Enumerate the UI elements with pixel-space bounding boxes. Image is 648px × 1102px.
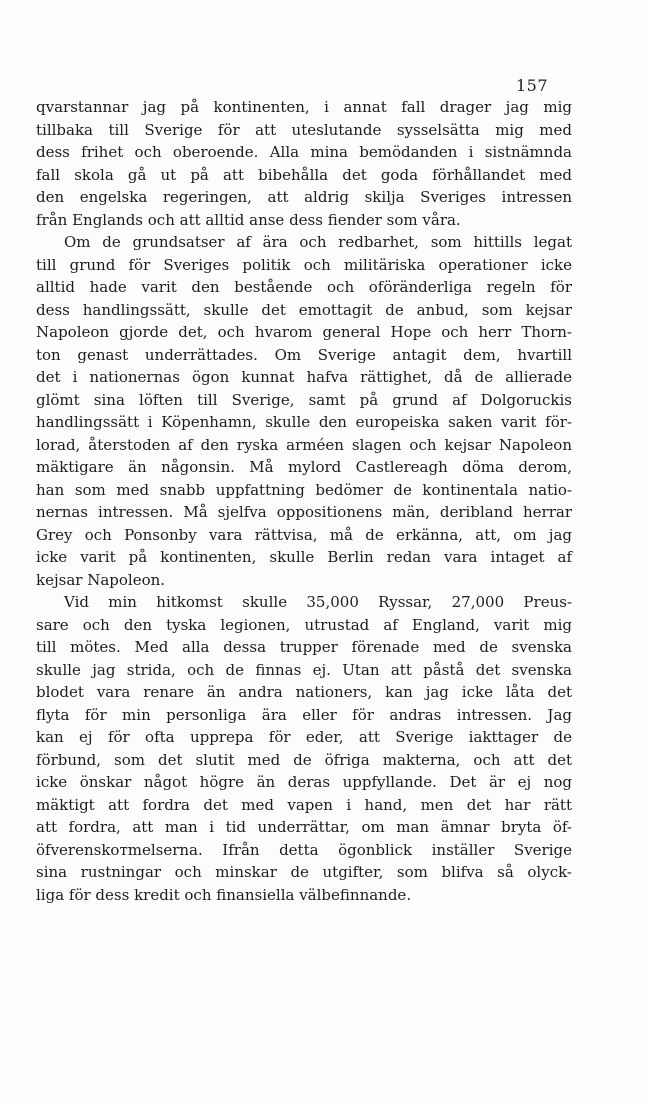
text-line: förbund, som det slutit med de öfriga makterna, och att det [36,750,572,769]
text-line: mäktigare än någonsin. Må mylord Castlereagh döma derom, [36,458,572,476]
paragraph-1 [36,96,572,231]
text-line: från Englands och att alltid anse dess fiender som våra. [36,210,461,229]
page-number: 157 [515,76,548,95]
text-line: lorad, återstoden af den ryska arméen slagen och kejsar Napoleon [36,435,572,454]
text-line: tillbaka till Sverige för att uteslutande sysselsätta mig med [36,120,572,139]
text-line: till mötes. Med alla dessa trupper förenade med de svenska [36,638,572,656]
text-line: blodet vara renare än andra nationers, kan jag icke låta det [36,683,572,701]
text-line: liga för dess kredit och finansiella välbefinnande. [36,885,412,904]
text-line: dess frihet och oberoende. Alla mina bemödanden i sistnämnda [36,143,572,161]
text-line: nernas intressen. Må sjelfva oppositionens män, deribland herrar [36,503,572,521]
text-line: den engelska regeringen, att aldrig skilja Sveriges intressen [36,188,572,206]
text-line: att fordra, att man i tid underrättar, om man ämnar bryta öf- [36,818,572,836]
body-text [36,96,572,906]
text-line: han som med snabb uppfattning bedömer de kontinentala natio- [36,480,572,499]
text-line: glömt sina löften till Sverige, samt på grund af Dolgoruckis [36,390,572,409]
text-line: till grund för Sveriges politik och militäriska operationer icke [36,255,572,274]
text-line: Vid min hitkomst skulle 35,000 Ryssar, 27,000 Preus- [64,593,572,611]
text-line: mäktigt att fordra det med vapen i hand, men det har rätt [36,795,572,814]
text-line: fall skola gå ut på att bibehålla det goda förhållandet med [36,165,572,184]
text-line: kejsar Napoleon. [36,570,166,589]
text-line: sina rustningar och minskar de utgifter, som blifva så olyck- [36,863,572,881]
text-line: alltid hade varit den bestående och oföränderliga regeln för [36,278,572,296]
text-line: handlingssätt i Köpenhamn, skulle den europeiska saken varit för- [36,413,572,431]
text-line: sare och den tyska legionen, utrustad af England, varit mig [36,615,572,634]
text-line: skulle jag strida, och de finnas ej. Utan att påstå det svenska [36,660,572,679]
text-line: öfverenskoтmelserna. Ifrån detta ögonblick inställer Sverige [36,840,572,859]
text-line: Napoleon gjorde det, och hvarom general Hope och herr Thorn- [36,323,572,341]
paragraph-3 [36,591,572,906]
text-line: flyta för min personliga ära eller för andras intressen. Jag [36,705,572,724]
text-line: Grey och Ponsonby vara rättvisa, må de erkänna, att, om jag [36,525,572,544]
text-line: det i nationernas ögon kunnat hafva rättighet, då de allierade [36,368,572,386]
text-line: kan ej för ofta upprepa för eder, att Sverige iakttager de [36,728,572,746]
paragraph-2 [36,231,572,591]
text-line: ton genast underrättades. Om Sverige antagit dem, hvartill [36,345,572,364]
text-line: Om de grundsatser af ära och redbarhet, som hittills legat [64,233,572,251]
text-line: dess handlingssätt, skulle det emottagit de anbud, som kejsar [36,300,572,319]
text-line: icke önskar något högre än deras uppfyllande. Det är ej nog [36,773,572,791]
text-line: qvarstannar jag på kontinenten, i annat fall drager jag mig [36,98,572,116]
text-line: icke varit på kontinenten, skulle Berlin redan vara intaget af [36,548,572,566]
